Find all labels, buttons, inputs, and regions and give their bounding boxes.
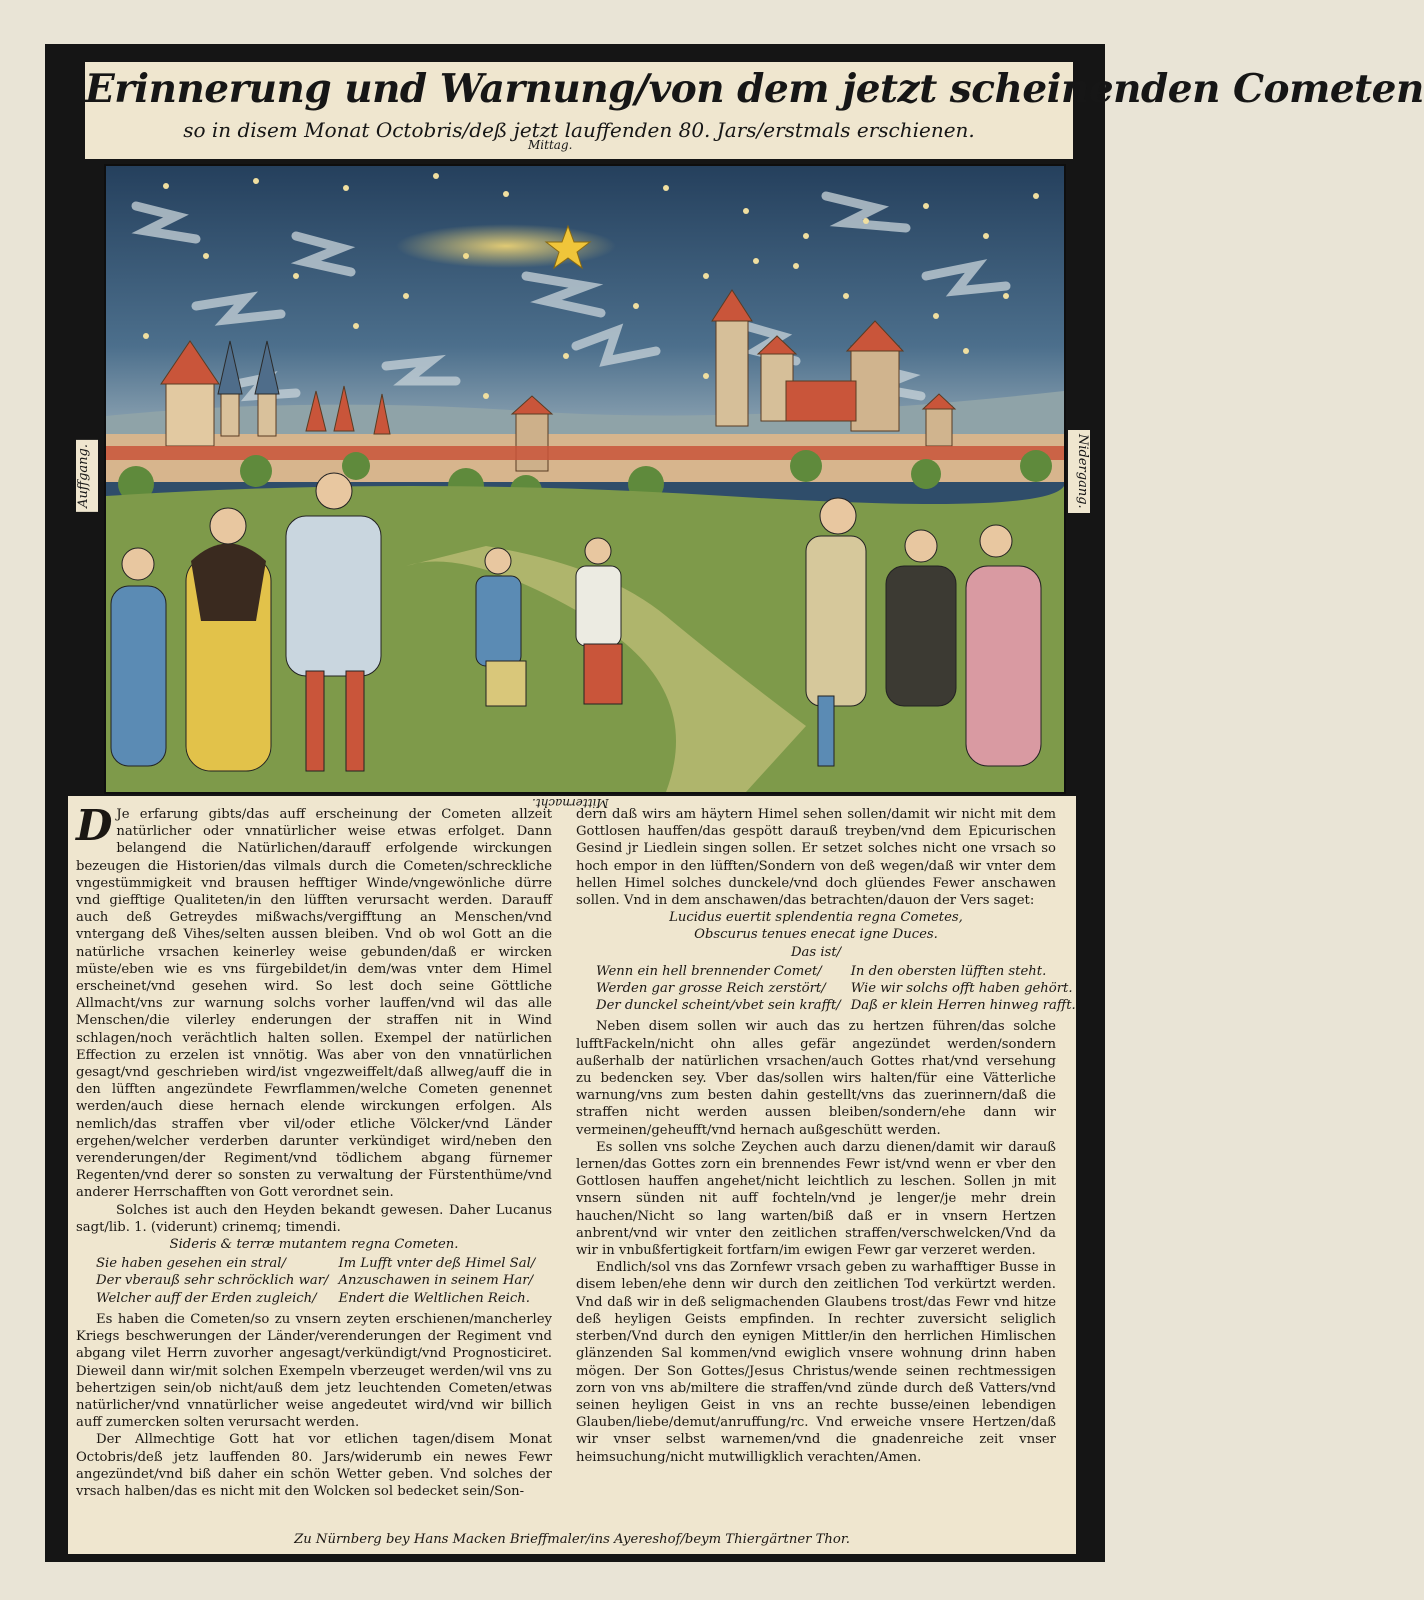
text-panel [68, 796, 1076, 1554]
title-line-1: Erinnerung und Warnung/von dem jetzt scheinenden Cometen [85, 66, 1424, 112]
verse-line: Der vberauß sehr schröcklich war/ [96, 1273, 329, 1289]
latin-verse-line: Obscurus tenues enecat igne Duces. [694, 927, 938, 943]
verse-line: Im Lufft vnter deß Himel Sal/ [338, 1256, 536, 1272]
verse-line: Wenn ein hell brennender Comet/ [596, 963, 822, 979]
printer-imprint: Zu Nürnberg bey Hans Macken Brieffmaler/ins Ayereshof/beym Thiergärtner Thor. [294, 1532, 850, 1547]
direction-south-label: Mittag. [528, 138, 573, 152]
verse-line: Daß er klein Herren hinweg rafft. [850, 998, 1076, 1014]
paragraph: Neben disem sollen wir auch das zu hertzen führen/das solche lufftFackeln/nicht ohn alles gefär angezündet werden/sondern außerhalb der natürlichen vrsachen/auch Gottes rhat/vnd versehung zu bedencken sey. Vber das/sollen wirs halten/für eine Vätterliche warnung/vns zum besten dahin gestellt/vns das zuerinnern/daß die straffen nicht werden aussen bleiben/sondern/ehe dann wir vermeinen/geheufft/vnd hernach außgeschütt werden. [576, 1019, 1056, 1138]
paragraph: Endlich/sol vns das Zornfewr vrsach geben zu warhafftiger Busse in disem leben/ehe denn wir durch den zeitlichen Tod verkürtzt werden. Vnd daß wir in deß seligmachenden Glaubens trost/das Fewr vnd hitze deß heyligen Geists empfinden. In rechter zuversicht seliglich sterben/Vnd durch den eynigen Mittler/in den herrlichen Himlischen glänzenden Sal kommen/vnd ewiglich vnsere wohnung drinn haben mögen. Der Son Gottes/Jesus Christus/wende seinen rechtmessigen zorn von vns ab/miltere die straffen/vnd zünde durch deß Vatters/vnd seinen heyligen Geist in vns an rechte busse/einen lebendigen Glauben/liebe/demut/anruffung/rc. Vnd erweiche vnsere Hertzen/daß wir vnser selbst warnemen/vnd die gnadenreiche zeit vnser heimsuchung/nicht mutwilligklich verachten/Amen. [576, 1260, 1056, 1465]
verse-line: Der dunckel scheint/vbet sein krafft/ [596, 998, 841, 1014]
paragraph: Es sollen vns solche Zeychen auch darzu dienen/damit wir darauß lernen/das Gottes zorn ein brennendes Fewr ist/vnd wenn er vber den Gottlosen hauffen angehet/nicht leichtlich zu leschen. Sollen jn mit vnsern sünden nit auff fochteln/vnd je lenger/je mehr drein hauchen/Nicht so lang warten/biß daß er in vnsern Hertzen anbrent/vnd wir vnter den zeitlichen straffen/verschwelcken/Vnd da wir in vnbußfertigkeit fortfarn/im ewigen Fewr gar verzeret werden. [576, 1139, 1056, 1259]
comet-landscape-scene [106, 166, 1064, 792]
verse-line: Welcher auff der Erden zugleich/ [96, 1290, 317, 1306]
paragraph-text: Je erfarung gibts/das auff erscheinung der Cometen allzeit natürlicher oder vnnatürlicher weise etwas erfolget. Dann belangend die Natürlichen/darauff erfolgende wirckungen bezeugen die Historien/das vilmals durch die Cometen/schreckliche vngestümmigkeit vnd brausen hefftiger Winde/vngewönliche dürre vnd giefftige Qualiteten/in den lüfften verursacht werden. Darauff auch deß Getreydes mißwachs/vergifftung an Menschen/vnd vntergang deß Vihes/selten aussen bleiben. Vnd ob wol Gott an die natürliche vrsachen keinerley weise gebunden/daß er wircken müste/eben wie es vns fürgebildet/in dem/was vnter dem Himel erscheinet/vnd gesehen wird. So lest doch seine Göttliche Allmacht/vns zur warnung solchs vorher lauffen/vnd wil das alle Menschen/die vilerley enderungen der straffen nit in Wind schlagen/noch verächtlich halten sollen. Exempel der natürlichen Effection zu erzelen ist vnnötig. Was aber von den vnnatürlichen gesagt/vnd geschrieben wird/ist vngezweiffelt/daß allweg/auff die in den lüfften angezündete Fewrflammen/welche Cometen genennet werden/auch diese hernach elende wirckungen erfolgen. Als nemlich/das straffen vber vil/oder etliche Völcker/vnd Länder ergehen/welcher verderben darunter verkündiget wird/neben den verenderungen/der Regiment/vnd tödlichem abgang fürnemer Regenten/vnd derer so sonsten zu verwaltung der Fürstenthüme/vnd anderer Herrschafften von Gott verordnet sein. [76, 807, 552, 1201]
verse-line: Werden gar grosse Reich zerstört/ [596, 981, 826, 997]
verse-line: Sie haben gesehen ein stral/ [96, 1256, 286, 1272]
verse-line: Wie wir solchs offt haben gehört. [850, 981, 1073, 997]
paragraph: dern daß wirs am häytern Himel sehen sollen/damit wir nicht mit dem Gottlosen hauffen/das gespött darauß treyben/vnd dem Epicurischen Gesind jr Liedlein singen sollen. Er setzet solches nicht one vrsach so hoch empor in den lüfften/Sondern von deß wegen/daß wir vnter dem hellen Himel solches dunckele/vnd doch glüendes Fewer anschawen sollen. Vnd in dem anschawen/das betrachten/dauon der Vers saget: [576, 807, 1056, 909]
german-verse [596, 963, 1076, 1015]
direction-north-label: Mitternacht. [532, 796, 609, 810]
paragraph: Solches ist auch den Heyden bekandt gewesen. Daher Lucanus sagt/lib. 1. (viderunt) crinemq; timendi. [76, 1202, 552, 1235]
title-line-2: so in disem Monat Octobris/deß jetzt lauffenden 80. Jars/erstmals erschienen. [183, 118, 975, 142]
direction-west-label: Nidergang. [1068, 430, 1090, 513]
latin-verse-line: Lucidus euertit splendentia regna Cometes, [669, 910, 963, 926]
text-column-left [76, 801, 552, 1500]
title-banner [85, 62, 1424, 159]
paragraph [76, 801, 552, 1202]
das-ist-heading: Das ist/ [790, 944, 842, 960]
direction-east-label: Auffgang. [76, 440, 98, 512]
text-column-right [576, 806, 1076, 1466]
verse-line: Anzuschawen in seinem Har/ [338, 1273, 534, 1289]
german-verse [96, 1255, 552, 1307]
initial-letter: D [76, 801, 113, 850]
verse-line: Endert die Weltlichen Reich. [338, 1290, 530, 1306]
paragraph: Es haben die Cometen/so zu vnsern zeyten erschienen/mancherley Kriegs beschwerungen der Länder/verenderungen der Regiment vnd abgang vilet Herrn zuvorher angesagt/verkündigt/vnd Prognosticiret. Dieweil dann wir/mit solchen Exempeln vberzeuget werden/wil vns zu behertzigen sein/ob nicht/auß dem jetz leuchtenden Cometen/etwas natürlicher/vnd vnnatürlicher weise angedeutet wird/vnd wir billich auff zumercken solten verursacht werden. [76, 1311, 552, 1431]
paragraph: Der Allmechtige Gott hat vor etlichen tagen/disem Monat Octobris/deß jetz lauffenden 80. Jars/widerumb ein newes Fewr angezündet/vnd biß daher ein schön Wetter geben. Vnd solches der vrsach halben/das es nicht mit den Wolcken sol bedecket sein/Son- [76, 1432, 552, 1499]
latin-verse: Sideris & terræ mutantem regna Cometen. [169, 1237, 459, 1253]
woodcut-illustration [104, 164, 1066, 794]
verse-line: In den obersten lüfften steht. [850, 963, 1047, 979]
